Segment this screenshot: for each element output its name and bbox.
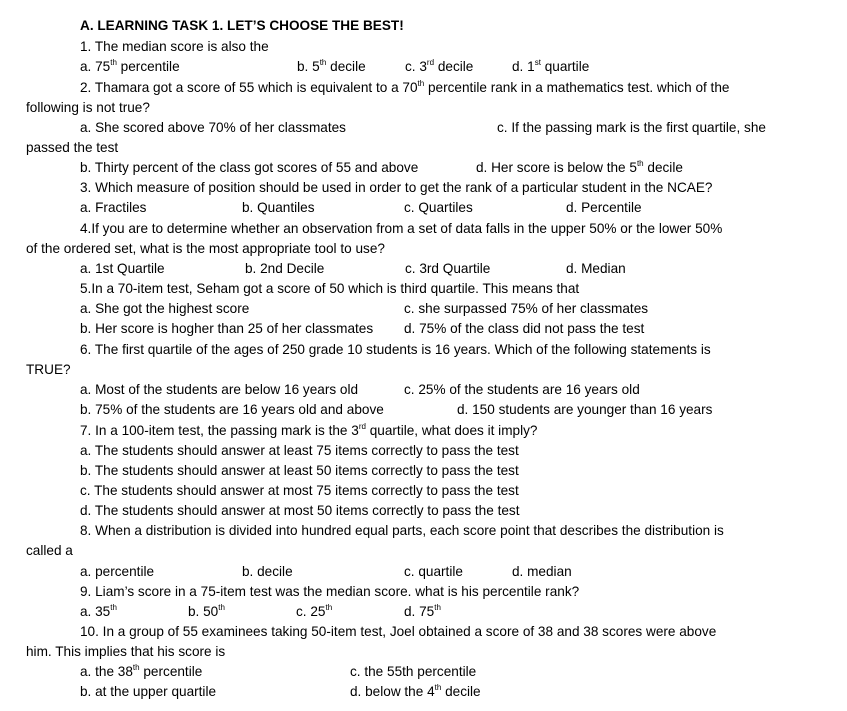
option-10b: b. at the upper quartile — [80, 684, 217, 699]
option-2a: a. She scored above 70% of her classmates — [80, 120, 346, 135]
option-7a: a. The students should answer at least 75 items correctly to pass the test — [80, 443, 519, 458]
question-2-stem: 2. Thamara got a score of 55 which is equivalent to a 70th percentile rank in a mathematics test. which of the — [80, 79, 730, 95]
option-9d: d. 75th — [404, 603, 441, 619]
question-7-stem: 7. In a 100-item test, the passing mark is the 3rd quartile, what does it imply? — [80, 422, 538, 438]
option-8c: c. quartile — [404, 564, 463, 579]
question-1-stem: 1. The median score is also the — [80, 39, 269, 54]
option-6a: a. Most of the students are below 16 years old — [80, 382, 359, 397]
option-5d: d. 75% of the class did not pass the test — [404, 321, 645, 336]
option-1d: d. 1st quartile — [512, 58, 590, 74]
option-3b: b. Quantiles — [242, 200, 315, 215]
option-2d: d. Her score is below the 5th decile — [476, 159, 683, 175]
question-8-stem-cont: called a — [26, 543, 73, 558]
option-10a: a. the 38th percentile — [80, 663, 203, 679]
option-3d: d. Percentile — [566, 200, 642, 215]
option-6c: c. 25% of the students are 16 years old — [404, 382, 640, 397]
option-6b: b. 75% of the students are 16 years old and above — [80, 402, 384, 417]
option-2c-cont: passed the test — [26, 140, 119, 155]
option-7b: b. The students should answer at least 50 items correctly to pass the test — [80, 463, 519, 478]
option-5c: c. she surpassed 75% of her classmates — [404, 301, 649, 316]
question-6-stem-cont: TRUE? — [26, 362, 71, 377]
option-9b: b. 50th — [188, 603, 225, 619]
question-5-stem: 5.In a 70-item test, Seham got a score of 50 which is third quartile. This means that — [80, 281, 580, 296]
option-4b: b. 2nd Decile — [245, 261, 325, 276]
question-3-stem: 3. Which measure of position should be used in order to get the rank of a particular student in the NCAE? — [80, 180, 713, 195]
task-title: A. LEARNING TASK 1. LET’S CHOOSE THE BEST! — [80, 18, 404, 33]
question-2-stem-cont: following is not true? — [26, 100, 150, 115]
option-3c: c. Quartiles — [404, 200, 473, 215]
option-5b: b. Her score is hogher than 25 of her classmates — [80, 321, 374, 336]
option-2b: b. Thirty percent of the class got scores of 55 and above — [80, 160, 419, 175]
option-9a: a. 35th — [80, 603, 117, 619]
option-9c: c. 25th — [296, 603, 333, 619]
question-4-stem-cont: of the ordered set, what is the most appropriate tool to use? — [26, 241, 385, 256]
option-10c: c. the 55th percentile — [350, 664, 477, 679]
option-8b: b. decile — [242, 564, 293, 579]
question-10-stem-cont: him. This implies that his score is — [26, 644, 226, 659]
question-6-stem: 6. The first quartile of the ages of 250 grade 10 students is 16 years. Which of the following statements is — [80, 342, 711, 357]
option-5a: a. She got the highest score — [80, 301, 250, 316]
option-1b: b. 5th decile — [297, 58, 366, 74]
option-10d: d. below the 4th decile — [350, 683, 481, 699]
option-4c: c. 3rd Quartile — [405, 261, 491, 276]
question-4-stem: 4.If you are to determine whether an observation from a set of data falls in the upper 50% or the lower 50% — [80, 221, 723, 236]
question-8-stem: 8. When a distribution is divided into hundred equal parts, each score point that describes the distribution is — [80, 523, 724, 538]
option-4a: a. 1st Quartile — [80, 261, 165, 276]
option-8d: d. median — [512, 564, 572, 579]
option-3a: a. Fractiles — [80, 200, 147, 215]
option-8a: a. percentile — [80, 564, 155, 579]
option-6d: d. 150 students are younger than 16 years — [457, 402, 713, 417]
option-2c: c. If the passing mark is the first quartile, she — [497, 120, 766, 135]
option-7c: c. The students should answer at most 75 items correctly to pass the test — [80, 483, 519, 498]
option-4d: d. Median — [566, 261, 626, 276]
option-7d: d. The students should answer at most 50 items correctly to pass the test — [80, 503, 520, 518]
option-1c: c. 3rd decile — [405, 58, 474, 74]
question-10-stem: 10. In a group of 55 examinees taking 50-item test, Joel obtained a score of 38 and 38 scores were above — [80, 624, 717, 639]
question-9-stem: 9. Liam’s score in a 75-item test was the median score. what is his percentile rank? — [80, 584, 580, 599]
option-1a: a. 75th percentile — [80, 58, 180, 74]
